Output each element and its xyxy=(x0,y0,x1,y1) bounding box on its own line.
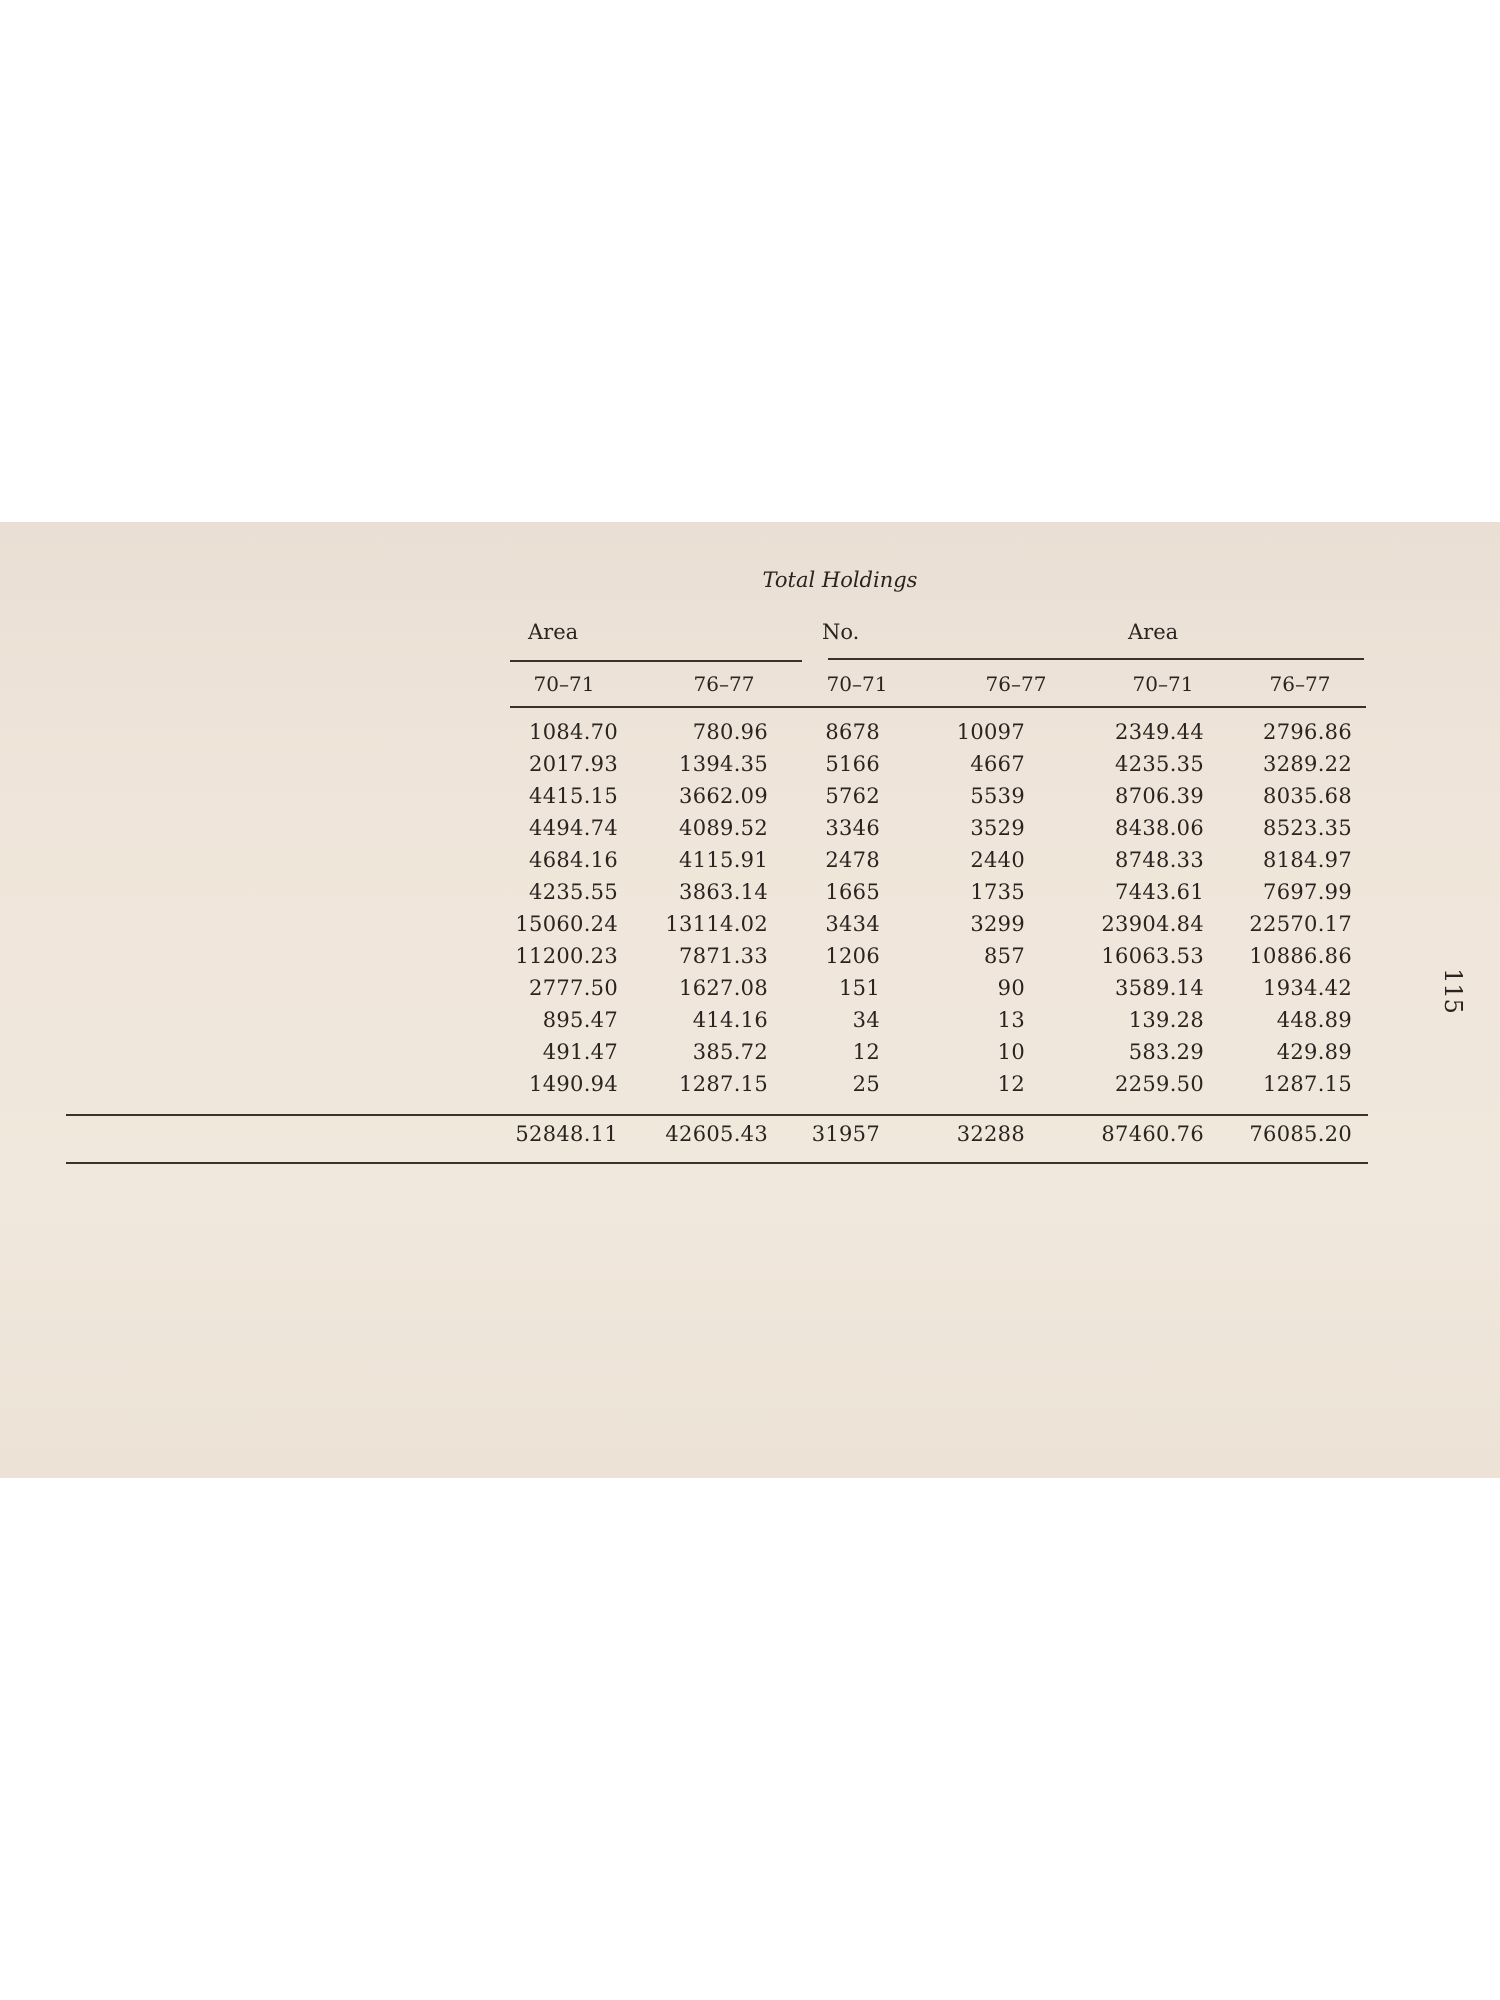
table-cell: 1934.42 xyxy=(1263,976,1352,1000)
table-cell: 16063.53 xyxy=(1101,944,1204,968)
total-cell: 32288 xyxy=(956,1122,1025,1146)
table-cell: 1287.15 xyxy=(1263,1072,1352,1096)
subheader-col2: 76–77 xyxy=(693,672,755,696)
table-cell: 23904.84 xyxy=(1101,912,1204,936)
subheader-col5: 70–71 xyxy=(1132,672,1194,696)
table-cell: 3662.09 xyxy=(679,784,768,808)
table-cell: 5539 xyxy=(970,784,1025,808)
table-cell: 11200.23 xyxy=(515,944,618,968)
table-cell: 8035.68 xyxy=(1263,784,1352,808)
subheader-col1: 70–71 xyxy=(533,672,595,696)
table-cell: 385.72 xyxy=(692,1040,768,1064)
table-cell: 5166 xyxy=(825,752,880,776)
group-rule-left xyxy=(510,660,802,662)
page-number: 115 xyxy=(1438,968,1467,1014)
table-cell: 4235.35 xyxy=(1115,752,1204,776)
table-cell: 4494.74 xyxy=(529,816,618,840)
holdings-table xyxy=(0,522,1500,1478)
group-header-area-2: Area xyxy=(1128,620,1179,644)
table-cell: 780.96 xyxy=(692,720,768,744)
table-cell: 8706.39 xyxy=(1115,784,1204,808)
table-cell: 4667 xyxy=(970,752,1025,776)
table-cell: 3529 xyxy=(970,816,1025,840)
table-cell: 2349.44 xyxy=(1115,720,1204,744)
table-cell: 13 xyxy=(997,1008,1025,1032)
table-cell: 4684.16 xyxy=(529,848,618,872)
table-cell: 2478 xyxy=(825,848,880,872)
table-cell: 1665 xyxy=(825,880,880,904)
table-title: Total Holdings xyxy=(762,568,918,592)
table-cell: 3299 xyxy=(970,912,1025,936)
table-cell: 895.47 xyxy=(542,1008,618,1032)
total-rule-bottom xyxy=(66,1162,1368,1164)
table-cell: 4089.52 xyxy=(679,816,768,840)
table-cell: 3589.14 xyxy=(1115,976,1204,1000)
table-cell: 429.89 xyxy=(1276,1040,1352,1064)
table-cell: 13114.02 xyxy=(665,912,768,936)
table-cell: 4415.15 xyxy=(529,784,618,808)
total-cell: 76085.20 xyxy=(1249,1122,1352,1146)
table-cell: 2017.93 xyxy=(529,752,618,776)
group-header-number: No. xyxy=(822,620,860,644)
table-cell: 1627.08 xyxy=(679,976,768,1000)
header-rule xyxy=(510,706,1366,708)
group-rule-right xyxy=(828,658,1364,660)
total-rule-top xyxy=(66,1114,1368,1116)
table-cell: 2796.86 xyxy=(1263,720,1352,744)
table-cell: 7697.99 xyxy=(1263,880,1352,904)
table-cell: 8438.06 xyxy=(1115,816,1204,840)
table-cell: 8748.33 xyxy=(1115,848,1204,872)
group-header-area-1: Area xyxy=(528,620,579,644)
table-cell: 90 xyxy=(997,976,1025,1000)
table-cell: 34 xyxy=(852,1008,880,1032)
table-cell: 12 xyxy=(997,1072,1025,1096)
table-cell: 583.29 xyxy=(1128,1040,1204,1064)
table-cell: 10886.86 xyxy=(1249,944,1352,968)
table-cell: 25 xyxy=(852,1072,880,1096)
table-cell: 8184.97 xyxy=(1263,848,1352,872)
table-cell: 491.47 xyxy=(542,1040,618,1064)
total-cell: 31957 xyxy=(811,1122,880,1146)
subheader-col4: 76–77 xyxy=(985,672,1047,696)
total-cell: 42605.43 xyxy=(665,1122,768,1146)
table-cell: 12 xyxy=(852,1040,880,1064)
table-cell: 8523.35 xyxy=(1263,816,1352,840)
subheader-col6: 76–77 xyxy=(1269,672,1331,696)
book-page xyxy=(0,522,1500,1478)
table-cell: 2440 xyxy=(970,848,1025,872)
table-cell: 5762 xyxy=(825,784,880,808)
table-cell: 139.28 xyxy=(1128,1008,1204,1032)
table-cell: 3289.22 xyxy=(1263,752,1352,776)
subheader-col3: 70–71 xyxy=(826,672,888,696)
table-cell: 2259.50 xyxy=(1115,1072,1204,1096)
table-cell: 2777.50 xyxy=(529,976,618,1000)
table-cell: 7443.61 xyxy=(1115,880,1204,904)
table-cell: 1206 xyxy=(825,944,880,968)
total-cell: 87460.76 xyxy=(1101,1122,1204,1146)
table-cell: 3863.14 xyxy=(679,880,768,904)
table-cell: 22570.17 xyxy=(1249,912,1352,936)
table-cell: 3434 xyxy=(825,912,880,936)
table-cell: 3346 xyxy=(825,816,880,840)
table-cell: 1084.70 xyxy=(529,720,618,744)
total-cell: 52848.11 xyxy=(515,1122,618,1146)
table-cell: 414.16 xyxy=(692,1008,768,1032)
table-cell: 857 xyxy=(984,944,1025,968)
table-cell: 1490.94 xyxy=(529,1072,618,1096)
table-cell: 7871.33 xyxy=(679,944,768,968)
table-cell: 1735 xyxy=(970,880,1025,904)
table-cell: 448.89 xyxy=(1276,1008,1352,1032)
table-cell: 10 xyxy=(997,1040,1025,1064)
table-cell: 4235.55 xyxy=(529,880,618,904)
table-cell: 151 xyxy=(839,976,880,1000)
table-cell: 10097 xyxy=(956,720,1025,744)
table-cell: 1394.35 xyxy=(679,752,768,776)
table-cell: 1287.15 xyxy=(679,1072,768,1096)
table-cell: 4115.91 xyxy=(679,848,768,872)
table-cell: 8678 xyxy=(825,720,880,744)
table-cell: 15060.24 xyxy=(515,912,618,936)
